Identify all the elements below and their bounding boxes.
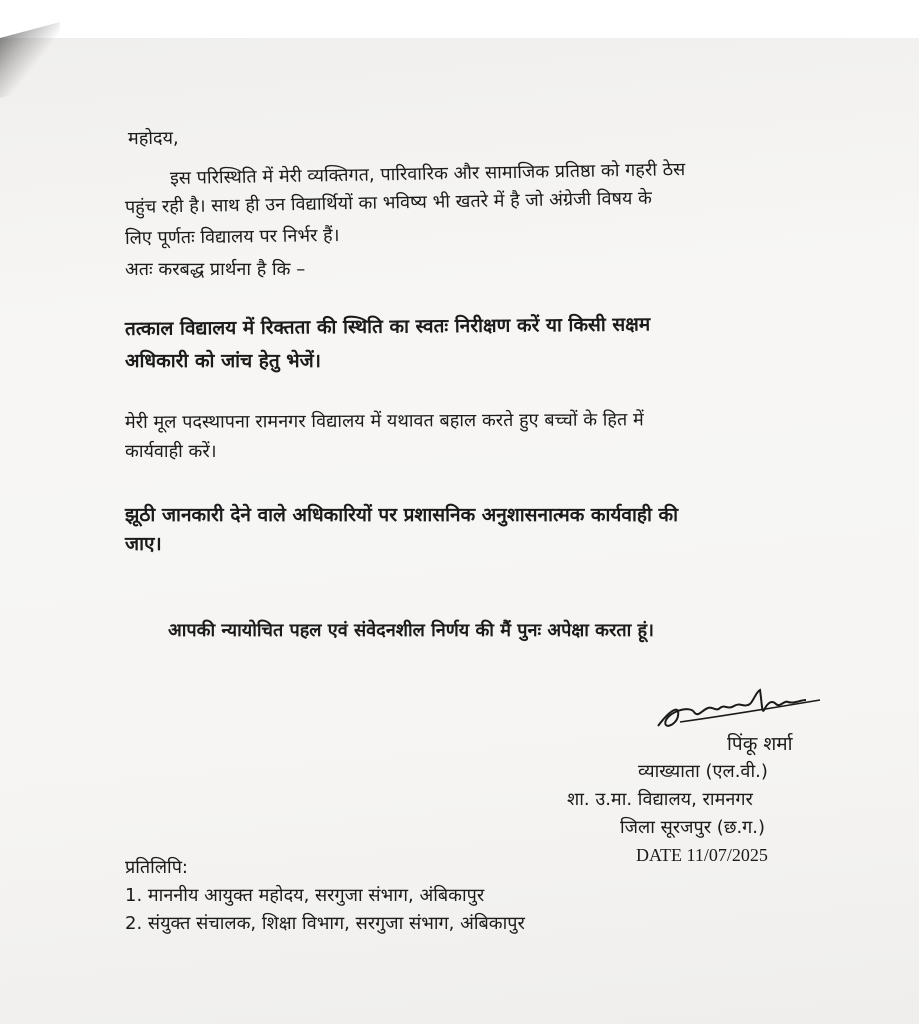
sender-designation: व्याख्याता (एल.वी.) <box>638 761 768 782</box>
request-intro: अतः करबद्ध प्रार्थना है कि – <box>125 259 306 280</box>
copy-item-1: 1. माननीय आयुक्त महोदय, सरगुजा संभाग, अंबिकापुर <box>125 885 485 906</box>
signature-image <box>650 670 860 740</box>
page-top-border <box>0 0 919 38</box>
copy-item-2: 2. संयुक्त संचालक, शिक्षा विभाग, सरगुजा संभाग, अंबिकापुर <box>125 913 525 934</box>
letter-date: DATE 11/07/2025 <box>636 845 768 865</box>
closing-line: आपकी न्यायोचित पहल एवं संवेदनशील निर्णय की मैं पुनः अपेक्षा करता हूं। <box>168 620 654 641</box>
para1-line2: पहुंच रही है। साथ ही उन विद्यार्थियों का भविष्य भी खतरे में है जो अंग्रेजी विषय के <box>124 187 653 218</box>
request-3-line2: जाए। <box>125 533 162 555</box>
sender-district: जिला सूरजपुर (छ.ग.) <box>620 817 766 838</box>
request-2-line1: मेरी मूल पदस्थापना रामनगर विद्यालय में यथावत बहाल करते हुए बच्चों के हित में <box>124 409 644 433</box>
para1-line1: इस परिस्थिति में मेरी व्यक्तिगत, पारिवारिक और सामाजिक प्रतिष्ठा को गहरी ठेस <box>169 159 686 189</box>
salutation: महोदय, <box>127 127 179 150</box>
para1-line3: लिए पूर्णतः विद्यालय पर निर्भर हैं। <box>124 225 340 249</box>
sender-school: शा. उ.मा. विद्यालय, रामनगर <box>567 789 753 810</box>
sender-name: पिंकू शर्मा <box>727 733 793 755</box>
request-3-line1: झूठी जानकारी देने वाले अधिकारियों पर प्रशासनिक अनुशासनात्मक कार्यवाही की <box>125 504 679 526</box>
request-2-line2: कार्यवाही करें। <box>125 441 217 462</box>
copy-heading: प्रतिलिपि: <box>125 857 188 878</box>
request-1-line2: अधिकारी को जांच हेतु भेजें। <box>125 350 321 372</box>
request-1-line1: तत्काल विद्यालय में रिक्तता की स्थिति का स्वतः निरीक्षण करें या किसी सक्षम <box>124 313 651 340</box>
